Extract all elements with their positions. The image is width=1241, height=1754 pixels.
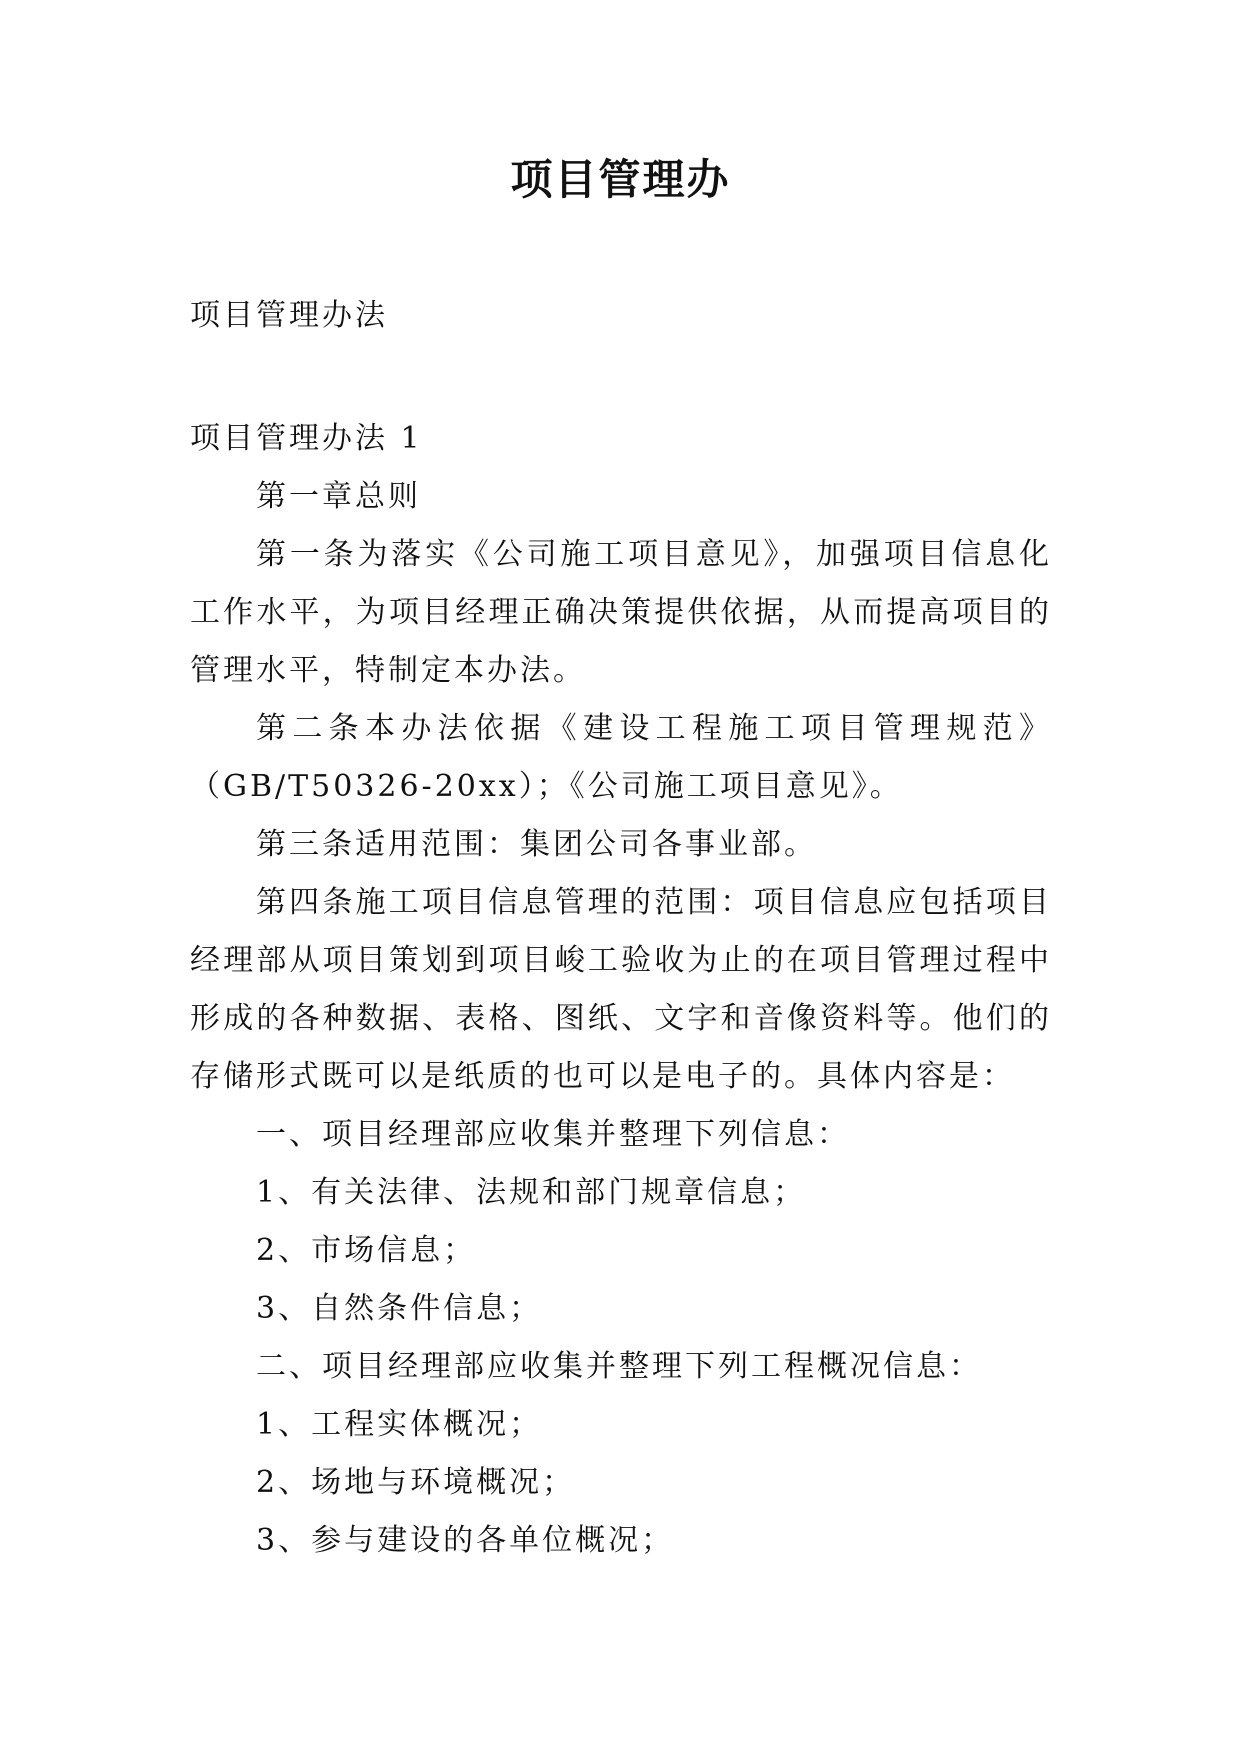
paragraph-article-4: 第四条施工项目信息管理的范围：项目信息应包括项目经理部从项目策划到项目峻工验收为止的在项目管理过程中形成的各种数据、表格、图纸、文字和音像资料等。他们的存储形式既可以是纸质的也可以是电子的。具体内容是： — [190, 885, 1052, 1094]
list-item: 2、市场信息； — [256, 1233, 477, 1268]
list-item: 3、自然条件信息； — [256, 1291, 543, 1326]
list-item: 1、有关法律、法规和部门规章信息； — [256, 1175, 807, 1210]
chapter-heading: 第一章总则 — [256, 479, 421, 514]
section-heading: 项目管理办法 1 — [190, 421, 423, 456]
document-body — [190, 410, 1052, 1570]
document-subtitle: 项目管理办法 — [190, 298, 388, 333]
list-item: 3、参与建设的各单位概况； — [256, 1523, 675, 1558]
paragraph-article-3: 第三条适用范围：集团公司各事业部。 — [256, 827, 817, 862]
list-heading-2: 二、项目经理部应收集并整理下列工程概况信息： — [256, 1349, 982, 1384]
list-heading-1: 一、项目经理部应收集并整理下列信息： — [256, 1117, 850, 1152]
list-item: 2、场地与环境概况； — [256, 1465, 576, 1500]
paragraph-article-1: 第一条为落实《公司施工项目意见》，加强项目信息化工作水平，为项目经理正确决策提供依据，从而提高项目的管理水平，特制定本办法。 — [190, 537, 1052, 688]
document-title: 项目管理办 — [510, 155, 731, 204]
list-item: 1、工程实体概况； — [256, 1407, 543, 1442]
paragraph-article-2: 第二条本办法依据《建设工程施工项目管理规范》（GB/T50326-20xx）；《公司施工项目意见》。 — [190, 711, 1052, 804]
